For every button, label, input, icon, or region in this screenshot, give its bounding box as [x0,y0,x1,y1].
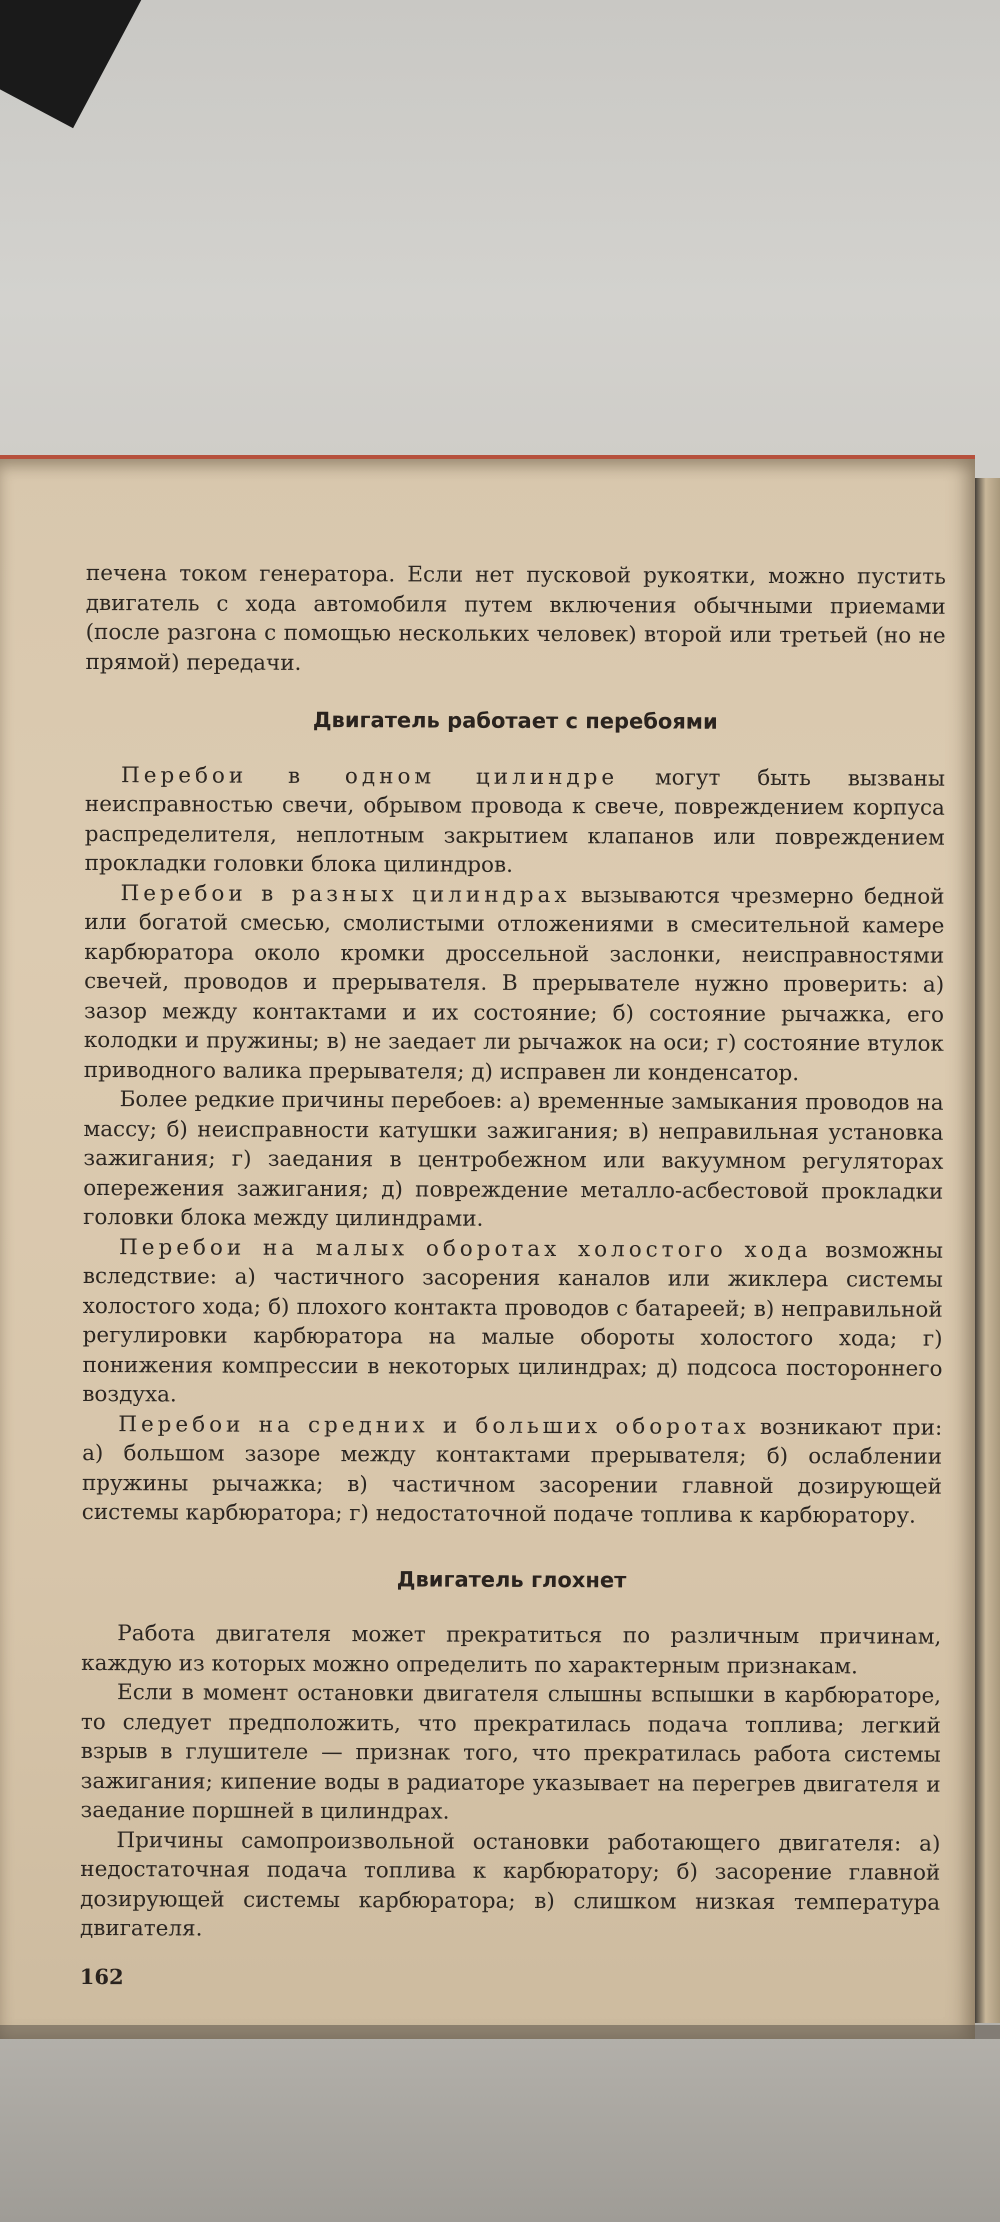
paragraph-different-cylinders [84,878,945,1088]
book-page-edges [974,478,1000,2023]
paragraph-text: вызываются чрезмерно бедной или богатой смесью, смолистыми отложениями в смесительной камере карбюратора около кромки дроссельной заслонки, неисправностями свечей, проводов и прерывателя. В прерывателе нужно проверить: а) зазор между контактами и их состояние; б) состояние рычажка, его колодки и пружины; в) не заедает ли рычажок на оси; г) состояние втулок приводного валика прерывателя; д) исправен ли конденсатор. [83,882,945,1086]
background-dark-corner [0,0,148,128]
paragraph-text: возможны вследствие: а) частичного засорения каналов или жиклера системы холостого хода; б) плохого контакта проводов с батареей; в) неправильной регулировки карбюратора на малые обороты холостого хода; г) понижения компрессии в некоторых цилиндрах; д) подсоса постороннего воздуха. [82,1237,944,1408]
paragraph-text: могут быть вызваны неисправностью свечи, обрывом провода к свече, повреждением корпуса распределителя, неплотным закрытием клапанов или повреждением прокладки головки блока цилиндров. [84,764,946,878]
paragraph-one-cylinder [85,760,946,882]
page-number: 162 [79,1963,124,1989]
spaced-term: Перебои в разных цилиндрах [120,880,571,908]
paragraph-high-speed [82,1409,943,1531]
section-heading-stalls: Двигатель глохнет [396,1566,627,1592]
paragraph-idle-speed [82,1232,943,1413]
spaced-term: Перебои на средних и больших оборотах [118,1411,750,1440]
paragraph-rare-causes: Более редкие причины перебоев: а) временные замыкания проводов на массу; б) неисправности катушки зажигания; в) неправильная установка зажигания; г) заедания в центробежном или вакуумном регуляторах опережения зажигания; д) повреждение металло-асбестовой прокладки головки блока между цилиндрами. [83,1087,944,1232]
spaced-term: Перебои в одном цилиндре [121,762,619,790]
spaced-term: Перебои на малых оборотах холостого хода [118,1234,812,1263]
section-heading-misfires: Двигатель работает с перебоями [312,707,718,734]
intro-paragraph: печена током генератора. Если нет пусковой рукоятки, можно пустить двигатель с хода автомобиля путем включения обычными приемами (после разгона с помощью нескольких человек) второй или третьей (но не прямой) передачи. [85,561,946,676]
paragraph-stall-causes: Причины самопроизвольной остановки работающего двигателя: а) недостаточная подача топлива к карбюратору; б) засорение главной дозирующей системы карбюратора; в) слишком низкая температура двигателя. [79,1827,941,1942]
paragraph-text: возникают при: а) большом зазоре между контактами прерывателя; б) ослаблении пружины рычажка; в) частичном засорении главной дозирующей системы карбюратора; г) недостаточной подаче топлива к карбюратору. [81,1414,943,1529]
paragraph-stall-reasons: Работа двигателя может прекратиться по различным причинам, каждую из которых можно определить по характерным признакам. [81,1621,942,1679]
book-page [0,455,975,2039]
page-content [80,559,946,1995]
book-bottom-edge [0,2025,1000,2039]
paragraph-stall-signs: Если в момент остановки двигателя слышны вспышки в карбюраторе, то следует предположить, что прекратилась подача топлива; легкий взрыв в глушителе — признак того, что прекратилась работа системы зажигания; кипение воды в радиаторе указывает на перегрев двигателя и заедание поршней в цилиндрах. [80,1680,942,1825]
